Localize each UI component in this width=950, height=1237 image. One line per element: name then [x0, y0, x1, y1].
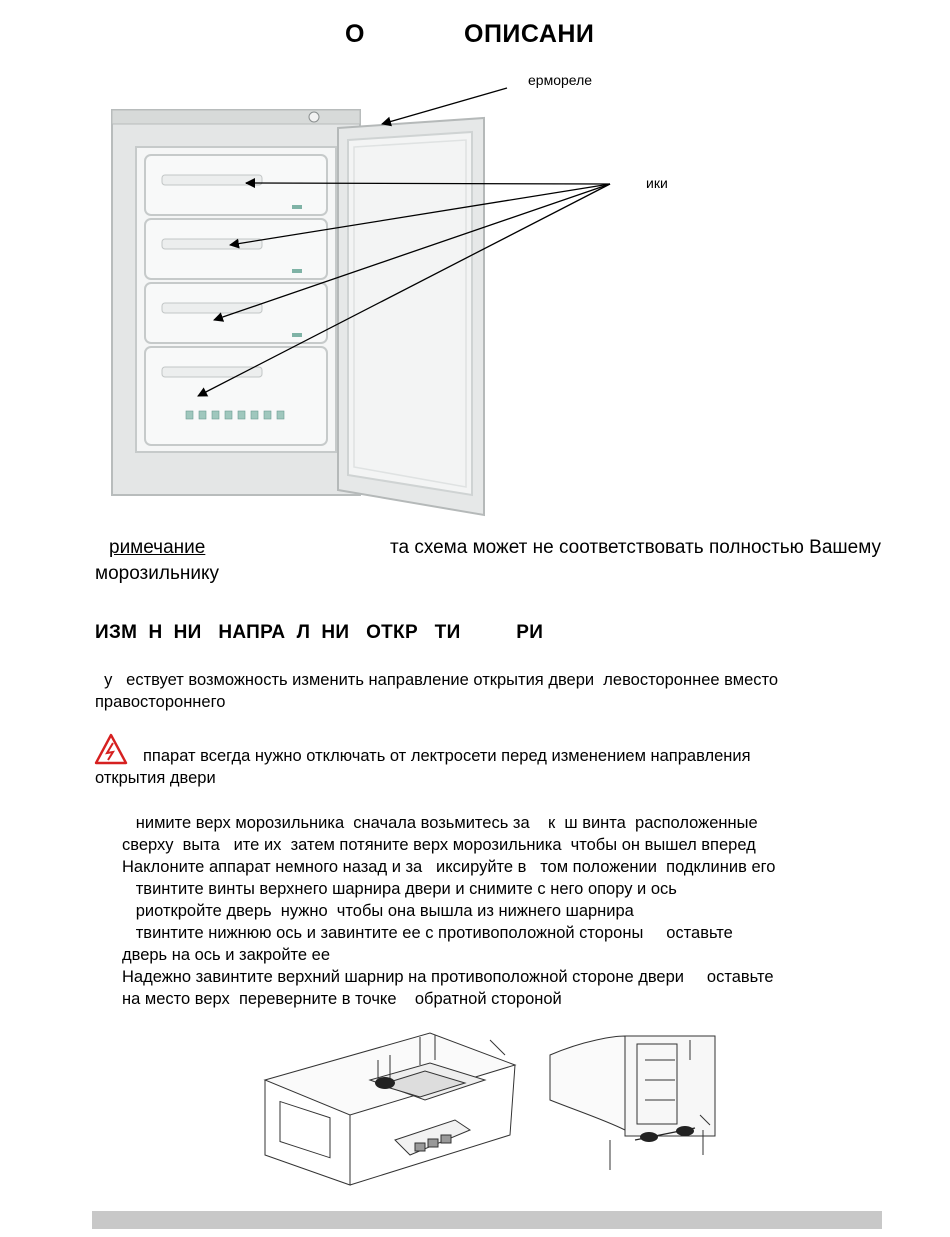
thermostat-label: ермореле: [528, 72, 593, 88]
callout-arrows: [0, 0, 950, 520]
warning-line-2: открытия двери: [95, 769, 216, 787]
note-line-1: [95, 535, 881, 561]
page-title: ОПИСАНИ: [464, 20, 595, 48]
step-line: сверху выта ите их затем потяните верх морозильника чтобы он вышел вперед: [122, 836, 756, 854]
step-line: риоткройте дверь нужно чтобы она вышла из нижнего шарнира: [122, 902, 634, 920]
step-line: на место верх переверните в точке обратной стороной: [122, 990, 562, 1008]
intro-line-2: правостороннего: [95, 693, 226, 711]
step-line: нимите верх морозильника сначала возьмитесь за к ш винта расположенные: [122, 814, 758, 832]
electric-warning-icon: [94, 733, 128, 765]
intro-line-1: у ествует возможность изменить направление открытия двери левостороннее вместо: [95, 671, 779, 689]
bottom-hinge-diagram: [545, 1030, 725, 1180]
drawer-arrow-2: [230, 184, 610, 245]
step-line: Надежно завинтите верхний шарнир на противоположной стороне двери оставьте: [122, 968, 774, 986]
drawers-label: ики: [646, 175, 668, 191]
section-heading: ИЗМ Н НИ НАПРА Л НИ ОТКР ТИ РИ: [95, 622, 544, 643]
warning-line-1: ппарат всегда нужно отключать от лектросети перед изменением направления: [143, 747, 751, 765]
step-line: твинтите нижнюю ось и завинтите ее с противоположной стороны оставьте: [122, 924, 733, 942]
thermostat-arrow: [382, 88, 507, 124]
top-hinge-diagram: [260, 1025, 530, 1190]
footer-bar: [92, 1211, 882, 1229]
note-text: та схема может не соответствовать полностью Вашему: [389, 537, 881, 558]
note-line-2: морозильнику: [95, 563, 219, 584]
step-line: Наклоните аппарат немного назад и за иксируйте в том положении подклинив его: [122, 858, 776, 876]
drawer-arrow-4: [198, 184, 610, 396]
drawer-arrow-3: [214, 184, 610, 320]
note-label: римечание: [109, 537, 206, 558]
title-letter: О: [345, 20, 365, 48]
step-line: дверь на ось и закройте ее: [122, 946, 331, 964]
step-line: твинтите винты верхнего шарнира двери и снимите с него опору и ось: [122, 880, 677, 898]
drawer-arrow-1: [246, 183, 610, 184]
